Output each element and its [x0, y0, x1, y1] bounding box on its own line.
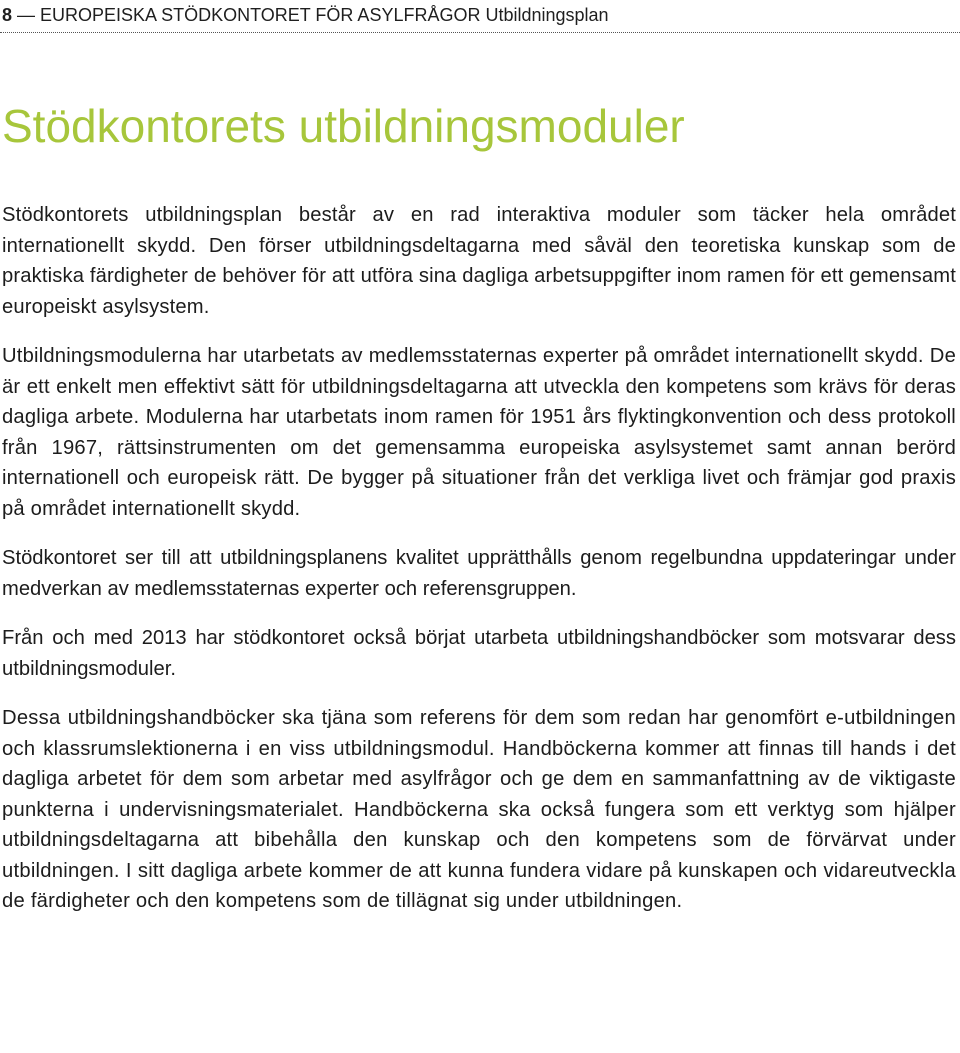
- running-title: — EUROPEISKA STÖDKONTORET FÖR ASYLFRÅGOR Utbildningsplan: [17, 5, 609, 25]
- page-number: 8: [2, 5, 13, 25]
- running-header: [2, 4, 609, 26]
- paragraph-quality: Stödkontoret ser till att utbildningsplanens kvalitet upprätthålls genom regelbundna uppdateringar under medverkan av medlemsstaternas experter och referensgruppen.: [2, 547, 956, 600]
- page-title: Stödkontorets utbildningsmoduler: [2, 100, 685, 152]
- body-text: [2, 200, 956, 917]
- paragraph-intro: Stödkontorets utbildningsplan består av en rad interaktiva moduler som täcker hela området internationellt skydd. Den förser utbildningsdeltagarna med såväl den teoretiska kunskap som de praktiska färdigheter de behöver för att utföra sina dagliga arbetsuppgifter inom ramen för ett gemensamt europeiskt asylsystem.: [2, 204, 956, 318]
- paragraph-handbooks: Från och med 2013 har stödkontoret också börjat utarbeta utbildningshandböcker som motsvarar dess utbildningsmoduler.: [2, 627, 956, 680]
- paragraph-modules: Utbildningsmodulerna har utarbetats av medlemsstaternas experter på området internationellt skydd. De är ett enkelt men effektivt sätt för utbildningsdeltagarna att utveckla den kompetens som krävs för deras dagliga arbete. Modulerna har utarbetats inom ramen för 1951 års flyktingkonvention och dess protokoll från 1967, rättsinstrumenten om det gemensamma europeiska asylsystemet samt annan berörd internationell och europeisk rätt. De bygger på situationer från det verkliga livet och främjar god praxis på området internationellt skydd.: [2, 345, 956, 520]
- paragraph-handbook-purpose: Dessa utbildningshandböcker ska tjäna som referens för dem som redan har genomfört e-utbildningen och klassrumslektionerna i en viss utbildningsmodul. Handböckerna kommer att finnas till hands i det dagliga arbetet för dem som arbetar med asylfrågor och ge dem en sammanfattning av de viktigaste punkterna i undervisningsmaterialet. Handböckerna ska också fungera som ett verktyg som hjälper utbildningsdeltagarna att bibehålla den kunskap och den kompetens som de förvärvat under utbildningen. I sitt dagliga arbete kommer de att kunna fundera vidare på kunskapen och vidareutveckla de färdigheter och den kompetens som de tillägnat sig under utbildningen.: [2, 707, 956, 912]
- header-divider: [0, 32, 960, 33]
